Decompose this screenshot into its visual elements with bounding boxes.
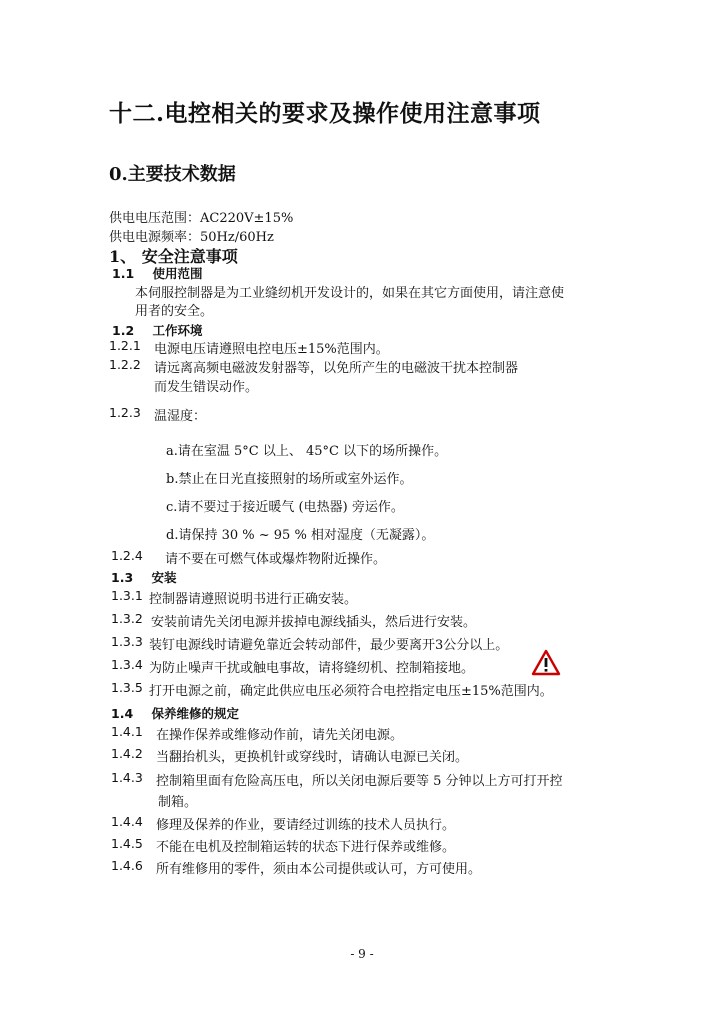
section-1-2-title: 工作环境	[152, 323, 203, 338]
section-1-3-title: 安装	[151, 570, 177, 585]
item-text: 当翻抬机头，更换机针或穿线时，请确认电源已关闭。	[156, 750, 469, 765]
item-number: 1.2.4	[111, 548, 143, 563]
list-item-1-2-3	[109, 405, 669, 425]
list-item-1-2-1	[109, 338, 669, 358]
item-number: 1.2.3	[109, 405, 141, 420]
section-1-3-number: 1.3	[111, 570, 134, 585]
item-number: 1.3.1	[111, 588, 143, 603]
list-item-1-4-1	[111, 724, 671, 744]
section-1-4-title: 保养维修的规定	[151, 706, 240, 721]
list-item-1-4-6	[111, 858, 671, 878]
list-item-1-4-5	[111, 836, 671, 856]
list-item-1-3-5	[111, 680, 691, 700]
item-number: 1.3.3	[111, 634, 143, 649]
section-1-2-heading	[112, 321, 203, 339]
item-number: 1.4.2	[111, 746, 143, 761]
item-text: 请远离高频电磁波发射器等，以免所产生的电磁波干扰本控制器	[154, 361, 519, 376]
humidity-item-c: c.请不要过于接近暖气 (电热器) 旁运作。	[166, 500, 404, 515]
item-number: 1.2.1	[109, 338, 141, 353]
humidity-item-b: b.禁止在日光直接照射的场所或室外运作。	[166, 472, 413, 487]
section-1-1-title: 使用范围	[152, 266, 203, 281]
humidity-item-a: a.请在室温 5°C 以上、 45°C 以下的场所操作。	[166, 444, 448, 459]
item-number: 1.4.3	[111, 770, 143, 785]
item-text: 请不要在可燃气体或爆炸物附近操作。	[165, 552, 387, 567]
list-item-1-3-4	[111, 657, 531, 677]
item-text: 不能在电机及控制箱运转的状态下进行保养或维修。	[156, 840, 456, 855]
list-item-1-4-3-cont: 制箱。	[158, 795, 198, 810]
item-number: 1.3.2	[111, 611, 143, 626]
item-text: 打开电源之前，确定此供应电压必须符合电控指定电压±15%范围内。	[149, 684, 553, 699]
section-1-1-heading	[112, 264, 203, 282]
item-text: 所有维修用的零件，须由本公司提供或认可，方可使用。	[156, 862, 482, 877]
list-item-1-3-2	[111, 611, 671, 631]
section-1-1-para-line1: 本伺服控制器是为工业缝纫机开发设计的，如果在其它方面使用，请注意使	[135, 286, 565, 301]
item-text: 为防止噪声干扰或触电事故，请将缝纫机、控制箱接地。	[149, 661, 475, 676]
list-item-1-2-2	[109, 357, 669, 377]
item-text: 在操作保养或维修动作前，请先关闭电源。	[156, 728, 404, 743]
section-1-3-heading	[111, 568, 177, 586]
list-item-1-2-2-cont: 而发生错误动作。	[154, 380, 259, 395]
item-number: 1.4.1	[111, 724, 143, 739]
list-item-1-4-2	[111, 746, 671, 766]
section-0-title: 0.主要技术数据	[109, 164, 236, 185]
item-text: 控制器请遵照说明书进行正确安装。	[149, 592, 358, 607]
tech-frequency: 供电电源频率：50Hz/60Hz	[109, 230, 274, 245]
page-title: 十二.电控相关的要求及操作使用注意事项	[109, 100, 541, 127]
list-item-1-3-3	[111, 634, 671, 654]
section-1-4-heading	[111, 704, 239, 722]
warning-triangle-icon	[531, 649, 561, 676]
item-text: 安装前请先关闭电源并拔掉电源线插头，然后进行安装。	[151, 615, 477, 630]
list-item-1-2-4	[111, 548, 671, 568]
item-text: 修理及保养的作业，要请经过训练的技术人员执行。	[156, 818, 456, 833]
list-item-1-4-3	[111, 770, 671, 790]
section-1-1-number: 1.1	[112, 266, 135, 281]
section-1-2-number: 1.2	[112, 323, 135, 338]
item-text: 温湿度：	[154, 409, 207, 424]
section-1-4-number: 1.4	[111, 706, 134, 721]
item-text: 电源电压请遵照电控电压±15%范围内。	[154, 342, 389, 357]
item-text: 装钉电源线时请避免靠近会转动部件，最少要离开3公分以上。	[149, 638, 509, 653]
section-1-title: 1、 安全注意事项	[109, 247, 238, 266]
item-number: 1.4.4	[111, 814, 143, 829]
item-number: 1.3.4	[111, 657, 143, 672]
item-number: 1.4.6	[111, 858, 143, 873]
item-number: 1.4.5	[111, 836, 143, 851]
list-item-1-3-1	[111, 588, 671, 608]
tech-voltage: 供电电压范围：AC220V±15%	[109, 211, 294, 226]
humidity-item-d: d.请保持 30 % ~ 95 % 相对湿度（无凝露）。	[166, 528, 435, 543]
list-item-1-4-4	[111, 814, 671, 834]
item-text: 控制箱里面有危险高压电，所以关闭电源后要等 5 分钟以上方可打开控	[156, 774, 563, 789]
page-number: - 9 -	[350, 947, 374, 961]
section-1-1-para-line2: 用者的安全。	[135, 304, 214, 319]
item-number: 1.2.2	[109, 357, 141, 372]
item-number: 1.3.5	[111, 680, 143, 695]
